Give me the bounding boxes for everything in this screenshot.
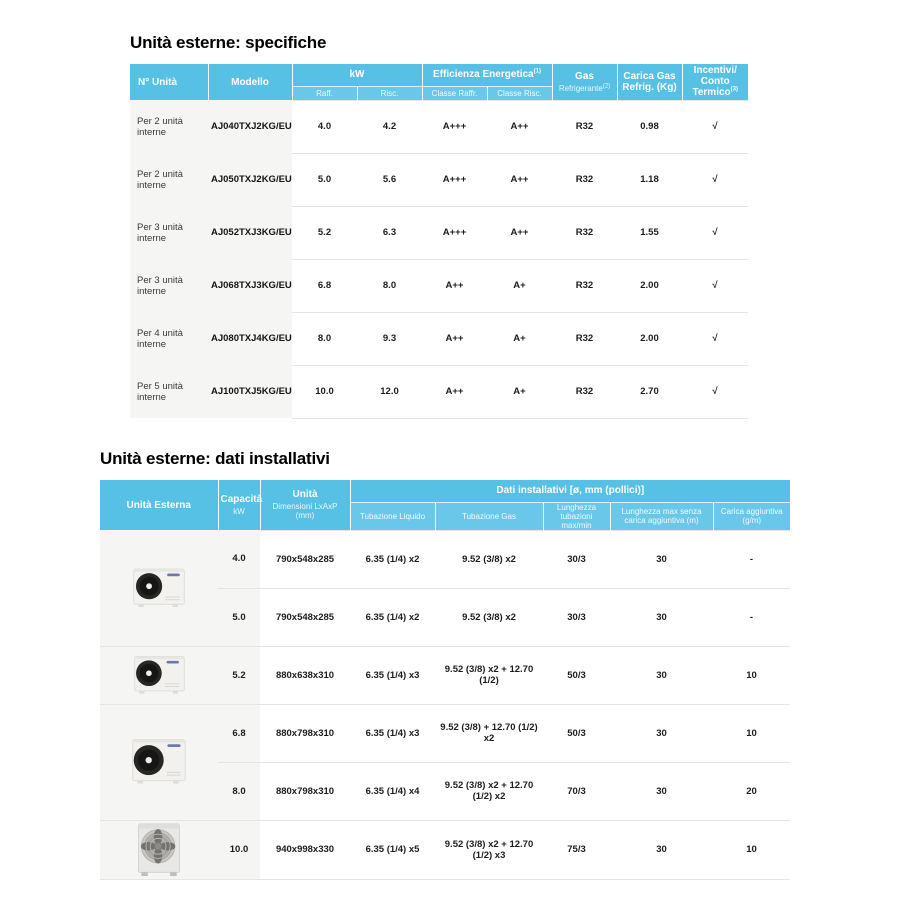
header-classe-raff: Classe Raffr.: [422, 86, 487, 100]
header-kw-label: kW: [233, 507, 245, 516]
header-group-dati-installativi: Dati installativi [ø, mm (pollici)]: [350, 480, 790, 502]
specs-table: [130, 64, 748, 419]
header-refrigerante: [555, 84, 615, 93]
cell-risc: 5.6: [357, 153, 422, 206]
cell-raff: 8.0: [292, 312, 357, 365]
cell-lunghezza: 30/3: [543, 588, 610, 646]
cell-gas: R32: [552, 312, 617, 365]
cell-tubazione-gas: 9.52 (3/8) x2 + 12.70 (1/2) x2: [435, 762, 543, 820]
header-capacita: [218, 480, 263, 530]
cell-lunghezza: 70/3: [543, 762, 610, 820]
cell-lunghezza: 50/3: [543, 646, 610, 704]
outdoor-unit-image: [100, 735, 218, 789]
install-title: Unità esterne: dati installativi: [100, 449, 330, 468]
table-row: [130, 100, 748, 153]
cell-carica-aggiuntiva: 10: [713, 704, 790, 762]
header-modello: Modello: [208, 64, 292, 100]
cell-tubazione-gas: 9.52 (3/8) x2: [435, 530, 543, 588]
cell-raff: 10.0: [292, 365, 357, 418]
cell-carica: 2.00: [617, 312, 682, 365]
cell-tubazione-gas: 9.52 (3/8) x2 + 12.70 (1/2): [435, 646, 543, 704]
cell-classe-risc: A+: [487, 259, 552, 312]
header-refrigerante-label: Refrigerante: [558, 83, 603, 93]
cell-carica: 1.18: [617, 153, 682, 206]
header-incentivi: [682, 64, 748, 100]
cell-unit: Per 2 unità interne: [130, 100, 208, 153]
cell-capacita: 5.2: [218, 646, 260, 704]
header-incentivi-sup: (3): [730, 86, 738, 93]
cell-classe-raff: A++: [422, 312, 487, 365]
install-header-row-top: [100, 480, 790, 502]
header-incentivi-line2: Conto Termico: [692, 76, 731, 99]
cell-lunghezza-max: 30: [610, 530, 713, 588]
specs-header-row-top: [130, 64, 748, 86]
header-n-unita: N° Unità: [130, 64, 208, 100]
cell-dimensioni: 790x548x285: [260, 530, 350, 588]
header-incentivi-line1: Incentivi/: [693, 65, 737, 77]
cell-capacita: 5.0: [218, 588, 260, 646]
outdoor-unit-image: [100, 652, 218, 698]
table-row: [130, 153, 748, 206]
cell-tubazione-liquido: 6.35 (1/4) x4: [350, 762, 435, 820]
cell-capacita: 4.0: [218, 530, 260, 588]
cell-classe-raff: A+++: [422, 153, 487, 206]
cell-capacita: 6.8: [218, 704, 260, 762]
header-refrigerante-sup: (2): [602, 83, 611, 90]
cell-lunghezza: 50/3: [543, 704, 610, 762]
cell-lunghezza: 30/3: [543, 530, 610, 588]
cell-classe-raff: A+++: [422, 206, 487, 259]
outdoor-unit-big-fan-icon: [133, 821, 185, 879]
cell-lunghezza-max: 30: [610, 820, 713, 879]
outdoor-unit-image: [100, 564, 218, 612]
cell-tubazione-gas: 9.52 (3/8) x2 + 12.70 (1/2) x3: [435, 820, 543, 879]
cell-tubazione-gas: 9.52 (3/8) x2: [435, 588, 543, 646]
cell-model: AJ068TXJ3KG/EU: [208, 259, 292, 312]
table-row: [130, 365, 748, 418]
cell-capacita: 8.0: [218, 762, 260, 820]
cell-classe-risc: A++: [487, 100, 552, 153]
cell-unit: Per 2 unità interne: [130, 153, 208, 206]
cell-raff: 5.2: [292, 206, 357, 259]
cell-carica-aggiuntiva: 20: [713, 762, 790, 820]
table-row: [130, 259, 748, 312]
cell-lunghezza-max: 30: [610, 762, 713, 820]
cell-carica: 2.00: [617, 259, 682, 312]
specs-title: Unità esterne: specifiche: [130, 33, 327, 52]
cell-tubazione-liquido: 6.35 (1/4) x3: [350, 704, 435, 762]
cell-gas: R32: [552, 206, 617, 259]
cell-classe-risc: A+: [487, 312, 552, 365]
cell-incentivi-check: √: [682, 206, 748, 259]
cell-dimensioni: 880x638x310: [260, 646, 350, 704]
cell-raff: 6.8: [292, 259, 357, 312]
cell-model: AJ050TXJ2KG/EU: [208, 153, 292, 206]
outdoor-unit-image-medium: [100, 646, 218, 704]
cell-carica-aggiuntiva: -: [713, 530, 790, 588]
outdoor-unit-image-big-fan: [100, 820, 218, 879]
cell-dimensioni: 940x998x330: [260, 820, 350, 879]
cell-incentivi-check: √: [682, 312, 748, 365]
cell-carica: 0.98: [617, 100, 682, 153]
outdoor-unit-image-large: [100, 704, 218, 820]
header-risc: Risc.: [357, 86, 422, 100]
cell-dimensioni: 880x798x310: [260, 704, 350, 762]
cell-classe-risc: A++: [487, 206, 552, 259]
cell-raff: 4.0: [292, 100, 357, 153]
cell-risc: 12.0: [357, 365, 422, 418]
header-gas-label: Gas: [575, 70, 594, 82]
cell-gas: R32: [552, 365, 617, 418]
header-classe-risc: Classe Risc.: [487, 86, 552, 100]
outdoor-unit-large-icon: [130, 735, 188, 789]
cell-model: AJ080TXJ4KG/EU: [208, 312, 292, 365]
cell-tubazione-gas: 9.52 (3/8) + 12.70 (1/2) x2: [435, 704, 543, 762]
header-lunghezza-max: Lunghezza max senza carica aggiuntiva (m): [610, 502, 713, 530]
cell-lunghezza: 75/3: [543, 820, 610, 879]
table-row: [130, 312, 748, 365]
install-table: [100, 480, 790, 880]
cell-unit: Per 3 unità interne: [130, 259, 208, 312]
cell-classe-raff: A+++: [422, 100, 487, 153]
outdoor-unit-image-small: [100, 530, 218, 646]
cell-capacita: 10.0: [218, 820, 260, 879]
header-tubazione-liquido: Tubazione Liquido: [350, 502, 435, 530]
header-tubazione-gas: Tubazione Gas: [435, 502, 543, 530]
cell-risc: 9.3: [357, 312, 422, 365]
cell-classe-raff: A++: [422, 259, 487, 312]
cell-risc: 8.0: [357, 259, 422, 312]
cell-carica-aggiuntiva: -: [713, 588, 790, 646]
header-group-efficienza: [422, 64, 552, 86]
cell-gas: R32: [552, 153, 617, 206]
header-group-kw: kW: [292, 64, 422, 86]
cell-tubazione-liquido: 6.35 (1/4) x5: [350, 820, 435, 879]
header-group-efficienza-sup: (1): [533, 68, 541, 75]
cell-incentivi-check: √: [682, 365, 748, 418]
header-gas: [552, 64, 617, 100]
cell-raff: 5.0: [292, 153, 357, 206]
cell-dimensioni: 880x798x310: [260, 762, 350, 820]
cell-classe-risc: A+: [487, 365, 552, 418]
outdoor-unit-small-icon: [131, 564, 187, 612]
header-carica-aggiuntiva: Carica aggiuntiva (g/m): [713, 502, 790, 530]
header-lunghezza-tubazioni: Lunghezza tubazioni max/min: [543, 502, 610, 530]
cell-risc: 6.3: [357, 206, 422, 259]
header-unita-esterna: Unità Esterna: [100, 480, 218, 530]
cell-carica-aggiuntiva: 10: [713, 820, 790, 879]
cell-unit: Per 4 unità interne: [130, 312, 208, 365]
table-row: [100, 704, 790, 762]
cell-model: AJ100TXJ5KG/EU: [208, 365, 292, 418]
cell-classe-risc: A++: [487, 153, 552, 206]
cell-carica-aggiuntiva: 10: [713, 646, 790, 704]
cell-model: AJ052TXJ3KG/EU: [208, 206, 292, 259]
cell-unit: Per 3 unità interne: [130, 206, 208, 259]
cell-tubazione-liquido: 6.35 (1/4) x2: [350, 530, 435, 588]
cell-lunghezza-max: 30: [610, 588, 713, 646]
cell-incentivi-check: √: [682, 153, 748, 206]
cell-risc: 4.2: [357, 100, 422, 153]
header-carica-gas: Carica Gas Refrig. (Kg): [617, 64, 682, 100]
header-group-efficienza-label: Efficienza Energetica: [433, 69, 534, 81]
header-unita: [260, 480, 350, 530]
table-row: [100, 646, 790, 704]
cell-tubazione-liquido: 6.35 (1/4) x3: [350, 646, 435, 704]
cell-lunghezza-max: 30: [610, 704, 713, 762]
cell-gas: R32: [552, 259, 617, 312]
table-row: [130, 206, 748, 259]
cell-carica: 1.55: [617, 206, 682, 259]
cell-gas: R32: [552, 100, 617, 153]
cell-model: AJ040TXJ2KG/EU: [208, 100, 292, 153]
header-capacita-label: Capacità: [220, 494, 263, 505]
cell-classe-raff: A++: [422, 365, 487, 418]
header-dimensioni-label: Dimensioni LxAxP (mm): [272, 502, 338, 521]
cell-carica: 2.70: [617, 365, 682, 418]
header-raff: Raff.: [292, 86, 357, 100]
cell-tubazione-liquido: 6.35 (1/4) x2: [350, 588, 435, 646]
outdoor-unit-image: [100, 821, 218, 879]
table-row: [100, 530, 790, 588]
cell-lunghezza-max: 30: [610, 646, 713, 704]
table-row: [100, 820, 790, 879]
cell-incentivi-check: √: [682, 100, 748, 153]
cell-dimensioni: 790x548x285: [260, 588, 350, 646]
cell-incentivi-check: √: [682, 259, 748, 312]
cell-unit: Per 5 unità interne: [130, 365, 208, 418]
header-unita-label: Unità: [292, 489, 318, 501]
outdoor-unit-medium-icon: [131, 652, 188, 698]
